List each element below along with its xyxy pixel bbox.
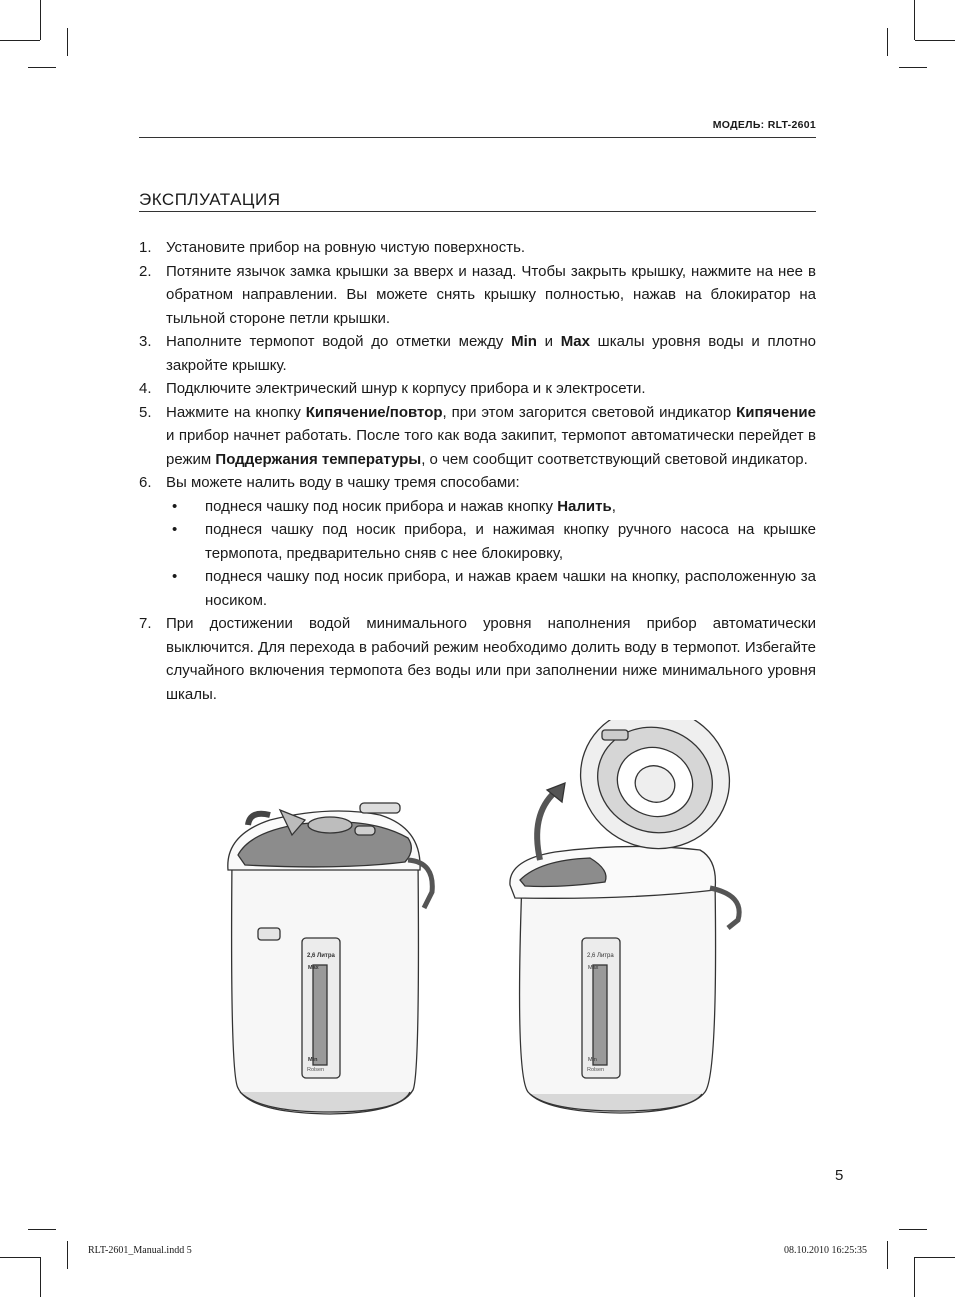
step-emphasis: Кипячение: [736, 403, 816, 421]
page-number: 5: [835, 1167, 844, 1184]
bullet-text: поднеся чашку под носик прибора, и нажимая кнопку ручного насоса на крышке термопота, предварительно сняв с нее блокировку,: [205, 521, 816, 562]
crop-mark: [0, 1257, 40, 1258]
step-emphasis: Поддержания температуры: [215, 450, 422, 468]
crop-mark: [0, 40, 40, 41]
step-text: Наполните термопот водой до отметки между: [166, 333, 512, 350]
crop-mark: [914, 1257, 915, 1297]
step-text: шкалы уровня воды и плотно закройте крышку.: [166, 333, 817, 374]
bullet-item: [166, 495, 816, 519]
max-mark-label: Max: [588, 965, 599, 971]
crop-mark: [40, 1257, 41, 1297]
step-number: 7.: [139, 615, 152, 632]
step-number: 2.: [139, 262, 152, 280]
header-rule: [139, 137, 816, 138]
crop-mark: [67, 1241, 68, 1269]
model-label: МОДЕЛЬ: RLT-2601: [712, 119, 816, 131]
step-emphasis: Кипячение/повтор: [305, 403, 443, 421]
crop-mark: [887, 28, 888, 56]
brand-logo: Rolsen: [587, 1067, 605, 1073]
crop-mark: [899, 1229, 927, 1230]
list-item: [139, 236, 816, 260]
capacity-label: 2,6 Литра: [587, 953, 614, 959]
list-item: [139, 401, 816, 472]
capacity-label: 2,6 Литра: [307, 953, 335, 959]
bullet-text: поднеся чашку под носик прибора, и нажав краем чашки на кнопку, расположенную за носиком.: [205, 568, 816, 609]
bullet-icon: •: [172, 568, 178, 585]
crop-mark: [28, 1229, 56, 1230]
list-item: [139, 471, 816, 612]
thermopot-open: [510, 720, 749, 1113]
step-number: 3.: [139, 333, 152, 350]
list-item: [139, 330, 816, 377]
step-text: Вы можете налить воду в чашку тремя способами:: [166, 474, 520, 491]
section-title: ЭКСПЛУАТАЦИЯ: [139, 190, 281, 209]
bullet-text: ,: [611, 497, 616, 515]
min-mark-label: Min: [308, 1057, 318, 1063]
crop-mark: [28, 67, 56, 68]
step-text: Нажмите на кнопку: [166, 403, 306, 421]
brand-logo: Rolsen: [307, 1067, 325, 1073]
crop-mark: [899, 67, 927, 68]
bullet-item: [166, 565, 816, 612]
thermopot-illustration: [210, 720, 750, 1130]
step-text: Подключите электрический шнур к корпусу прибора и к электросети.: [166, 380, 646, 397]
step-text: Установите прибор на ровную чистую поверхность.: [166, 239, 526, 256]
crop-mark: [915, 40, 955, 41]
step-text: , о чем сообщит соответствующий световой индикатор.: [421, 450, 808, 468]
crop-mark: [40, 0, 41, 40]
footer-timestamp: 08.10.2010 16:25:35: [783, 1245, 867, 1256]
bullet-list: [166, 495, 816, 613]
bullet-item: [166, 518, 816, 565]
footer-file: RLT-2601_Manual.indd 5: [88, 1245, 192, 1256]
step-text: При достижении водой минимального уровня наполнения прибор автоматически выключится. Для перехода в рабочий режим необходимо долить воду в термопот. Избегайте случайного включения термопота без воды или при заполнении ниже минимального уровня шкалы.: [166, 615, 816, 703]
bullet-icon: •: [172, 497, 178, 515]
max-mark-label: Max: [308, 965, 319, 971]
step-number: 4.: [139, 380, 152, 397]
crop-mark: [887, 1241, 888, 1269]
section-rule: [139, 211, 816, 212]
crop-mark: [914, 0, 915, 40]
step-text: , при этом загорится световой индикатор: [442, 403, 737, 421]
list-item: [139, 612, 816, 706]
instructions: [139, 236, 816, 706]
step-text: и прибор начнет работать. После того как вода закипит, термопот автоматически перейдет в режим: [166, 427, 816, 468]
step-emphasis: Max: [560, 333, 590, 350]
step-number: 6.: [139, 474, 152, 491]
bullet-emphasis: Налить: [557, 497, 612, 515]
step-emphasis: Min: [511, 333, 537, 350]
steps-list: [139, 236, 816, 706]
step-number: 1.: [139, 239, 152, 256]
step-number: 5.: [139, 403, 152, 421]
crop-mark: [67, 28, 68, 56]
step-text: Потяните язычок замка крышки за вверх и назад. Чтобы закрыть крышку, нажмите на нее в обратном направлении. Вы можете снять крышку полностью, нажав на блокиратор на тыльной стороне петли крышки.: [166, 262, 816, 327]
min-mark-label: Min: [588, 1057, 597, 1063]
bullet-text: поднеся чашку под носик прибора и нажав кнопку: [205, 497, 558, 515]
crop-mark: [915, 1257, 955, 1258]
list-item: [139, 260, 816, 331]
list-item: [139, 377, 816, 401]
step-text: и: [536, 333, 561, 350]
bullet-icon: •: [172, 521, 178, 538]
